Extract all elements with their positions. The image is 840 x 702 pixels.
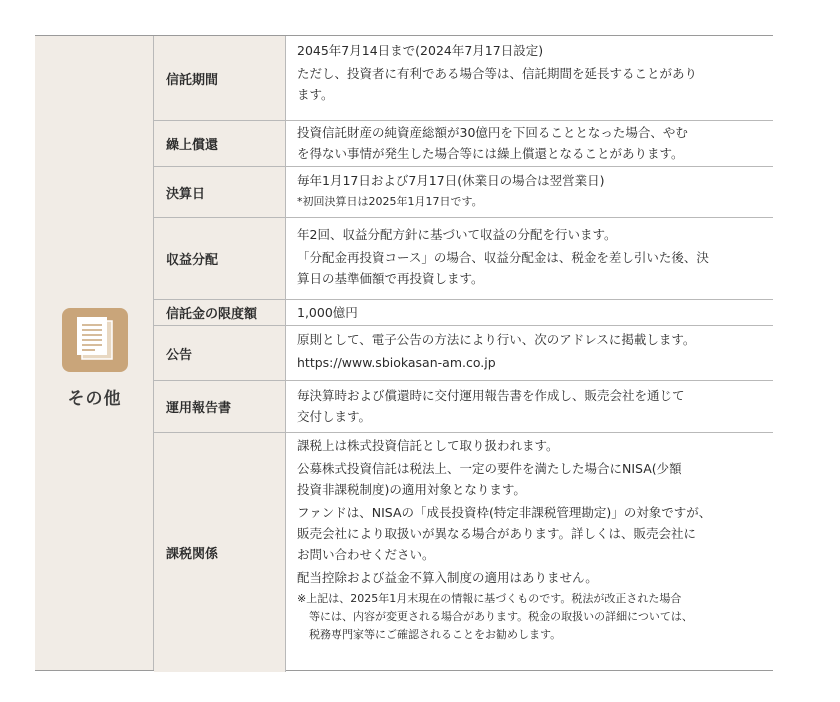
row-text: 公募株式投資信託は税法上、一定の要件を満たした場合にNISA(少額 投資非課税制度)の適用対象となります。 xyxy=(297,461,682,497)
info-table xyxy=(35,35,773,671)
table-row xyxy=(154,167,773,218)
table-row xyxy=(154,36,773,121)
row-heading: 課税関係 xyxy=(154,433,286,672)
row-text: 「分配金再投資コース」の場合、収益分配金は、税金を差し引いた後、決 算日の基準価額で再投資します。 xyxy=(297,250,709,286)
row-content xyxy=(297,435,767,644)
row-text: 年2回、収益分配方針に基づいて収益の分配を行います。 xyxy=(297,227,617,242)
row-text: 1,000億円 xyxy=(297,305,358,320)
row-text: 毎決算時および償還時に交付運用報告書を作成し、販売会社を通じて 交付します。 xyxy=(297,388,685,424)
row-heading: 収益分配 xyxy=(154,218,286,299)
table-row xyxy=(154,121,773,167)
section-title: その他 xyxy=(67,389,122,409)
rows xyxy=(154,36,773,670)
row-content xyxy=(297,385,767,427)
row-note: *初回決算日は2025年1月17日です。 xyxy=(297,195,483,208)
table-row xyxy=(154,300,773,326)
row-heading: 信託期間 xyxy=(154,36,286,120)
row-heading: 運用報告書 xyxy=(154,381,286,432)
row-text: ファンドは、NISAの「成長投資枠(特定非課税管理勘定)」の対象ですが、 販売会社により取扱いが異なる場合があります。詳しくは、販売会社に お問い合わせください。 xyxy=(297,505,712,562)
row-content xyxy=(297,40,767,105)
section-label-cell xyxy=(35,36,154,670)
row-text: 2045年7月14日まで(2024年7月17日設定) xyxy=(297,43,544,58)
row-heading: 公告 xyxy=(154,326,286,380)
row-text: 毎年1月17日および7月17日(休業日の場合は翌営業日) xyxy=(297,173,605,188)
row-content xyxy=(297,170,767,210)
table-row xyxy=(154,326,773,381)
row-heading: 決算日 xyxy=(154,167,286,217)
row-text: 原則として、電子公告の方法により行い、次のアドレスに掲載します。 xyxy=(297,332,696,347)
row-heading: 繰上償還 xyxy=(154,121,286,166)
document-icon xyxy=(62,308,128,372)
row-text: 課税上は株式投資信託として取り扱われます。 xyxy=(297,438,559,453)
row-content xyxy=(297,122,767,164)
row-text: 投資信託財産の純資産総額が30億円を下回ることとなった場合、やむ を得ない事情が発生した場合等には繰上償還となることがあります。 xyxy=(297,125,688,161)
table-row xyxy=(154,381,773,433)
row-content xyxy=(297,329,767,373)
row-heading: 信託金の限度額 xyxy=(154,300,286,325)
row-content xyxy=(297,224,767,289)
url-link[interactable]: https://www.sbiokasan-am.co.jp xyxy=(297,355,496,370)
table-row xyxy=(154,218,773,300)
row-text: ただし、投資者に有利である場合等は、信託期間を延長することがあり ます。 xyxy=(297,66,698,102)
row-content xyxy=(297,302,767,323)
table-row xyxy=(154,433,773,672)
row-text: 配当控除および益金不算入制度の適用はありません。 xyxy=(297,570,598,585)
row-note: ※上記は、2025年1月末現在の情報に基づくものです。税法が改正された場合 等には、内容が変更される場合があります。税金の取扱いの詳細については、 税務専門家等にご確認されることをお勧めします。 xyxy=(297,592,693,641)
